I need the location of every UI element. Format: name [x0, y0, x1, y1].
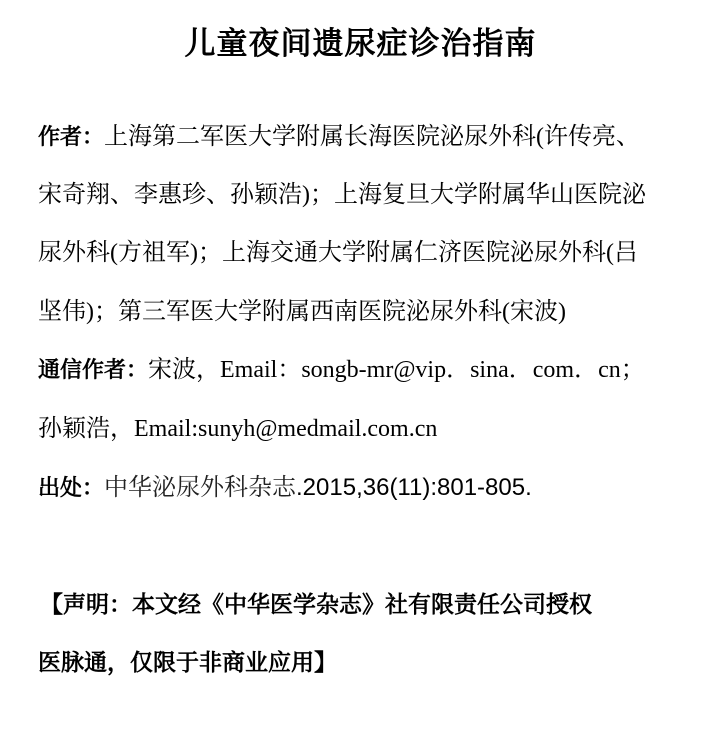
correspondence-line-1: 通信作者：宋波，Email：songb-mr@vip．sina．com．cn；: [38, 357, 645, 383]
source-journal: 中华泌尿外科杂志: [104, 474, 297, 501]
correspondence-line-2: 孙颖浩，Email:sunyh@medmail.com.cn: [38, 416, 438, 442]
source-label: 出处：: [38, 476, 105, 501]
source-citation: .2015,36(11):801-805.: [296, 474, 532, 501]
correspondence-label: 通信作者：: [38, 358, 149, 383]
declaration-line-1: 【声明：本文经《中华医学杂志》社有限责任公司授权: [40, 592, 592, 618]
authors-line-2: 宋奇翔、李惠珍、孙颖浩)；上海复旦大学附属华山医院泌: [38, 182, 646, 208]
source-line: [38, 473, 532, 504]
authors-line-1: 作者：上海第二军医大学附属长海医院泌尿外科(许传亮、: [38, 124, 641, 150]
authors-line-4: 坚伟)；第三军医大学附属西南医院泌尿外科(宋波): [38, 299, 566, 325]
authors-line-3: 尿外科(方祖军)；上海交通大学附属仁济医院泌尿外科(吕: [38, 240, 638, 266]
authors-label: 作者：: [38, 125, 105, 150]
document-title: 儿童夜间遗尿症诊治指南: [184, 26, 537, 62]
declaration-line-2: 医脉通，仅限于非商业应用】: [38, 650, 337, 676]
